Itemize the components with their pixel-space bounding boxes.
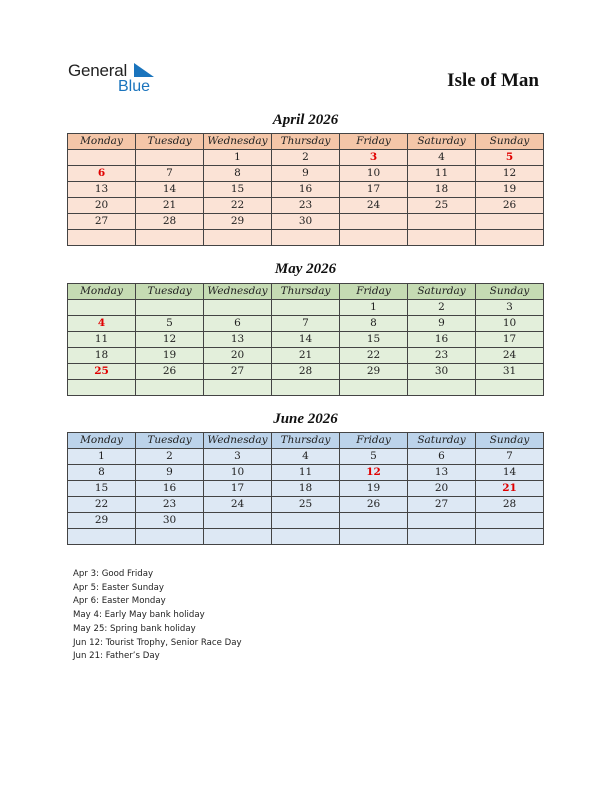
day-cell: 16 [272, 182, 340, 198]
day-cell [408, 380, 476, 396]
calendar-may [67, 283, 544, 396]
day-cell: 5 [136, 316, 204, 332]
logo-text-general: General [68, 61, 128, 80]
day-cell: 3 [204, 449, 272, 465]
day-cell: 17 [340, 182, 408, 198]
day-cell: 25 [68, 364, 136, 380]
day-cell: 10 [340, 166, 408, 182]
day-cell [136, 300, 204, 316]
holiday-note: Apr 5: Easter Sunday [73, 582, 164, 593]
day-cell: 9 [272, 166, 340, 182]
day-cell [204, 300, 272, 316]
day-cell: 4 [408, 150, 476, 166]
day-cell: 22 [68, 497, 136, 513]
holiday-note: May 25: Spring bank holiday [73, 623, 196, 634]
day-cell: 18 [272, 481, 340, 497]
day-cell: 6 [68, 166, 136, 182]
weekday-header: Monday [68, 433, 136, 449]
day-cell: 23 [136, 497, 204, 513]
day-cell: 26 [340, 497, 408, 513]
day-cell: 4 [68, 316, 136, 332]
day-cell: 11 [272, 465, 340, 481]
weekday-header-row [68, 284, 544, 300]
day-cell: 5 [476, 150, 544, 166]
day-cell: 17 [204, 481, 272, 497]
day-cell: 21 [476, 481, 544, 497]
weekday-header: Sunday [476, 134, 544, 150]
day-cell: 24 [476, 348, 544, 364]
day-cell: 21 [136, 198, 204, 214]
day-cell [476, 214, 544, 230]
day-cell: 15 [68, 481, 136, 497]
day-cell: 30 [272, 214, 340, 230]
holiday-note: Apr 6: Easter Monday [73, 596, 166, 607]
day-cell [408, 230, 476, 246]
country-title: Isle of Man [447, 70, 539, 91]
week-row [68, 198, 544, 214]
weekday-header: Friday [340, 134, 408, 150]
holiday-note: Jun 12: Tourist Trophy, Senior Race Day [73, 637, 242, 648]
day-cell: 26 [136, 364, 204, 380]
day-cell: 12 [476, 166, 544, 182]
calendar-june [67, 432, 544, 545]
day-cell: 25 [272, 497, 340, 513]
day-cell: 14 [476, 465, 544, 481]
day-cell [204, 513, 272, 529]
day-cell: 27 [68, 214, 136, 230]
calendar-body [68, 150, 544, 246]
day-cell: 22 [340, 348, 408, 364]
day-cell [136, 529, 204, 545]
day-cell: 30 [408, 364, 476, 380]
weekday-header: Monday [68, 134, 136, 150]
day-cell: 28 [136, 214, 204, 230]
day-cell: 18 [68, 348, 136, 364]
week-row [68, 300, 544, 316]
week-row [68, 230, 544, 246]
day-cell: 28 [272, 364, 340, 380]
day-cell [408, 513, 476, 529]
day-cell: 28 [476, 497, 544, 513]
weekday-header: Thursday [272, 433, 340, 449]
weekday-header: Monday [68, 284, 136, 300]
calendar-body [68, 300, 544, 396]
day-cell [272, 230, 340, 246]
day-cell [136, 150, 204, 166]
day-cell: 14 [136, 182, 204, 198]
day-cell [408, 214, 476, 230]
weekday-header: Tuesday [136, 134, 204, 150]
day-cell: 2 [136, 449, 204, 465]
week-row [68, 497, 544, 513]
day-cell: 11 [68, 332, 136, 348]
day-cell: 20 [204, 348, 272, 364]
day-cell: 19 [476, 182, 544, 198]
weekday-header: Tuesday [136, 284, 204, 300]
day-cell: 8 [340, 316, 408, 332]
week-row [68, 481, 544, 497]
day-cell: 23 [408, 348, 476, 364]
day-cell [204, 230, 272, 246]
calendar-body [68, 449, 544, 545]
day-cell: 1 [204, 150, 272, 166]
day-cell [68, 380, 136, 396]
day-cell: 20 [68, 198, 136, 214]
day-cell [408, 529, 476, 545]
weekday-header: Wednesday [204, 134, 272, 150]
week-row [68, 380, 544, 396]
day-cell: 22 [204, 198, 272, 214]
day-cell: 15 [340, 332, 408, 348]
week-row [68, 364, 544, 380]
day-cell: 5 [340, 449, 408, 465]
day-cell: 7 [136, 166, 204, 182]
day-cell: 29 [68, 513, 136, 529]
day-cell: 17 [476, 332, 544, 348]
day-cell: 6 [204, 316, 272, 332]
day-cell: 10 [204, 465, 272, 481]
month-title-may: May 2026 [274, 261, 337, 277]
month-title-june: June 2026 [273, 411, 338, 427]
day-cell: 2 [408, 300, 476, 316]
holiday-note: Jun 21: Father’s Day [73, 651, 160, 662]
weekday-header: Tuesday [136, 433, 204, 449]
weekday-header: Friday [340, 284, 408, 300]
week-row [68, 529, 544, 545]
week-row [68, 449, 544, 465]
day-cell: 23 [272, 198, 340, 214]
calendar-april [67, 133, 544, 246]
day-cell: 24 [340, 198, 408, 214]
holiday-note: Apr 3: Good Friday [73, 569, 154, 579]
day-cell [340, 214, 408, 230]
day-cell: 3 [476, 300, 544, 316]
day-cell: 4 [272, 449, 340, 465]
day-cell [272, 513, 340, 529]
day-cell [68, 300, 136, 316]
weekday-header: Sunday [476, 433, 544, 449]
week-row [68, 214, 544, 230]
day-cell: 29 [204, 214, 272, 230]
day-cell: 19 [340, 481, 408, 497]
week-row [68, 348, 544, 364]
day-cell: 8 [68, 465, 136, 481]
day-cell [272, 300, 340, 316]
week-row [68, 332, 544, 348]
logo [68, 61, 168, 97]
day-cell: 2 [272, 150, 340, 166]
day-cell [68, 529, 136, 545]
day-cell: 11 [408, 166, 476, 182]
day-cell: 18 [408, 182, 476, 198]
day-cell: 19 [136, 348, 204, 364]
day-cell: 14 [272, 332, 340, 348]
day-cell: 12 [136, 332, 204, 348]
weekday-header-row [68, 134, 544, 150]
day-cell [136, 230, 204, 246]
day-cell: 1 [340, 300, 408, 316]
weekday-header: Saturday [408, 433, 476, 449]
day-cell [340, 513, 408, 529]
day-cell: 16 [408, 332, 476, 348]
day-cell: 3 [340, 150, 408, 166]
weekday-header: Saturday [408, 284, 476, 300]
day-cell: 12 [340, 465, 408, 481]
week-row [68, 166, 544, 182]
week-row [68, 150, 544, 166]
day-cell [272, 380, 340, 396]
day-cell: 9 [408, 316, 476, 332]
weekday-header-row [68, 433, 544, 449]
day-cell [340, 529, 408, 545]
weekday-header: Wednesday [204, 284, 272, 300]
day-cell: 7 [272, 316, 340, 332]
day-cell: 15 [204, 182, 272, 198]
day-cell [136, 380, 204, 396]
week-row [68, 513, 544, 529]
day-cell [476, 230, 544, 246]
weekday-header: Saturday [408, 134, 476, 150]
day-cell: 6 [408, 449, 476, 465]
day-cell: 26 [476, 198, 544, 214]
weekday-header: Wednesday [204, 433, 272, 449]
day-cell [204, 529, 272, 545]
day-cell: 13 [204, 332, 272, 348]
week-row [68, 316, 544, 332]
day-cell [340, 230, 408, 246]
weekday-header: Thursday [272, 134, 340, 150]
day-cell: 10 [476, 316, 544, 332]
week-row [68, 182, 544, 198]
day-cell: 21 [272, 348, 340, 364]
day-cell [476, 513, 544, 529]
day-cell [340, 380, 408, 396]
day-cell: 29 [340, 364, 408, 380]
day-cell: 20 [408, 481, 476, 497]
day-cell: 24 [204, 497, 272, 513]
day-cell [272, 529, 340, 545]
day-cell: 7 [476, 449, 544, 465]
logo-triangle-icon [134, 63, 154, 77]
holiday-notes [73, 568, 242, 664]
day-cell: 30 [136, 513, 204, 529]
day-cell: 9 [136, 465, 204, 481]
day-cell [204, 380, 272, 396]
week-row [68, 465, 544, 481]
logo-text-blue: Blue [118, 78, 151, 95]
day-cell: 25 [408, 198, 476, 214]
day-cell [68, 230, 136, 246]
day-cell [68, 150, 136, 166]
day-cell: 8 [204, 166, 272, 182]
day-cell: 31 [476, 364, 544, 380]
day-cell [476, 529, 544, 545]
weekday-header: Sunday [476, 284, 544, 300]
weekday-header: Friday [340, 433, 408, 449]
day-cell: 27 [408, 497, 476, 513]
day-cell: 13 [68, 182, 136, 198]
day-cell: 27 [204, 364, 272, 380]
weekday-header: Thursday [272, 284, 340, 300]
month-title-april: April 2026 [272, 112, 339, 128]
day-cell: 13 [408, 465, 476, 481]
day-cell [476, 380, 544, 396]
day-cell: 16 [136, 481, 204, 497]
day-cell: 1 [68, 449, 136, 465]
holiday-note: May 4: Early May bank holiday [73, 610, 205, 621]
